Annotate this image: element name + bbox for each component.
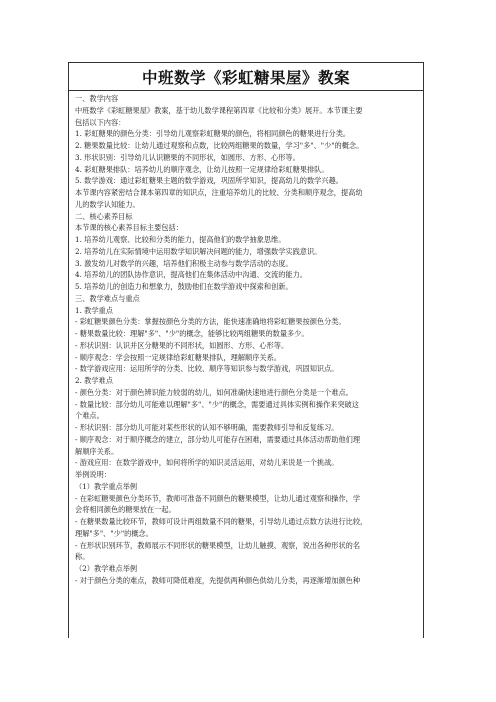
text-line: （1）教学重点举例: [75, 481, 138, 491]
text-line: 儿的数学认知能力。: [75, 199, 140, 209]
text-line: 3. 形状识别：引导幼儿认识糖果的不同形状，如圆形、方形、心形等。: [75, 152, 300, 162]
text-line: 2. 糖果数量比较：让幼儿通过观察和点数，比较两组糖果的数量，学习"多"、"少"的概念。: [75, 141, 364, 150]
text-line: （2）教学难点举例: [75, 564, 138, 573]
text-line: - 彩虹糖果颜色分类：掌握按颜色分类的方法，能快速准确地将彩虹糖果按颜色分类。: [75, 317, 346, 327]
text-line: 举例说明：: [75, 470, 111, 479]
text-line: 5. 数学游戏：通过彩虹糖果主题的数学游戏，巩固所学知识，提高幼儿的数学兴趣。: [75, 176, 343, 186]
text-line: 中班数学《彩虹糖果屋》教案，基于幼儿数学课程第四章《比较和分类》展开。本节课主要: [75, 105, 363, 115]
text-line: - 数学游戏应用：运用所学的分类、比较、顺序等知识参与数学游戏，巩固知识点。: [75, 364, 339, 374]
text-line: 本节课内容紧密结合课本第四章的知识点，注重培养幼儿的比较、分类和顺序观念，提高幼: [75, 188, 363, 197]
text-line: - 游戏应用：在数学游戏中，如何将所学的知识灵活运用，对幼儿来说是一个挑战。: [75, 458, 339, 468]
text-line: 称。: [75, 552, 90, 562]
text-line: - 在彩虹糖果颜色分类环节，教师可准备不同颜色的糖果模型，让幼儿通过观察和操作，学: [75, 493, 361, 503]
content-cell: [68, 90, 424, 638]
text-line: - 形状识别：认识并区分糖果的不同形状，如圆形、方形、心形等。: [75, 340, 289, 350]
text-line: 1. 教学重点: [75, 305, 113, 315]
text-line: 个难点。: [75, 411, 104, 421]
text-line: 1. 培养幼儿观察、比较和分类的能力，提高他们的数学抽象思维。: [75, 235, 286, 244]
document-title: 中班数学《彩虹糖果屋》教案: [141, 68, 350, 87]
text-line: - 在形状识别环节，教师展示不同形状的糖果模型，让幼儿触摸、观察，说出各种形状的名: [75, 540, 361, 550]
text-line: - 形状识别：部分幼儿可能对某些形状的认知不够明确，需要教师引导和反复练习。: [75, 423, 339, 432]
text-line: - 糖果数量比较：理解"多"、"少"的概念，能够比较两组糖果的数量多少。: [75, 329, 309, 338]
text-line: - 顺序观念：学会按照一定规律给彩虹糖果排队，理解顺序关系。: [75, 352, 281, 362]
text-line: - 颜色分类：对于颜色辨识能力较弱的幼儿，如何准确快速地进行颜色分类是一个难点。: [75, 387, 353, 397]
text-line: 2. 教学难点: [75, 376, 113, 385]
text-line: 本节课的核心素养目标主要包括：: [75, 223, 183, 233]
text-line: 三、教学难点与重点: [75, 293, 140, 303]
text-line: 解顺序关系。: [75, 446, 119, 456]
text-line: 一、教学内容: [75, 94, 119, 103]
text-line: 4. 培养幼儿的团队协作意识，提高他们在集体活动中沟通、交流的能力。: [75, 270, 307, 280]
text-line: 2. 培养幼儿在实际情境中运用数学知识解决问题的能力，增强数学实践意识。: [75, 246, 322, 256]
text-line: 理解"多"、"少"的概念。: [75, 528, 153, 538]
text-line: - 对于颜色分类的难点，教师可降低难度，先提供两种颜色供幼儿分类，再逐渐增加颜色种: [75, 575, 361, 585]
title-cell: [68, 62, 424, 90]
text-line: 会将相同颜色的糖果放在一起。: [75, 505, 176, 515]
text-line: 3. 激发幼儿对数学的兴趣，培养他们积极主动参与数学活动的态度。: [75, 258, 293, 268]
document-page: [68, 62, 424, 638]
text-line: 5. 培养幼儿的创造力和想象力，鼓励他们在数学游戏中探索和创新。: [75, 282, 293, 291]
text-line: - 顺序观念：对于顺序概念的建立，部分幼儿可能存在困难，需要通过具体活动帮助他们理: [75, 434, 361, 444]
text-line: 1. 彩虹糖果的颜色分类：引导幼儿观察彩虹糖果的颜色，将相同颜色的糖果进行分类。: [75, 129, 351, 139]
text-line: 二、核心素养目标: [75, 211, 133, 221]
text-line: 4. 彩虹糖果排队：培养幼儿的顺序观念，让幼儿按照一定规律给彩虹糖果排队。: [75, 164, 329, 174]
text-line: 包括以下内容：: [75, 117, 126, 127]
text-line: - 数量比较：部分幼儿可能难以理解"多"、"少"的概念，需要通过具体实例和操作来突破这: [75, 399, 359, 409]
text-line: - 在糖果数量比较环节，教师可设计两组数量不同的糖果，引导幼儿通过点数方法进行比较，: [75, 517, 368, 526]
